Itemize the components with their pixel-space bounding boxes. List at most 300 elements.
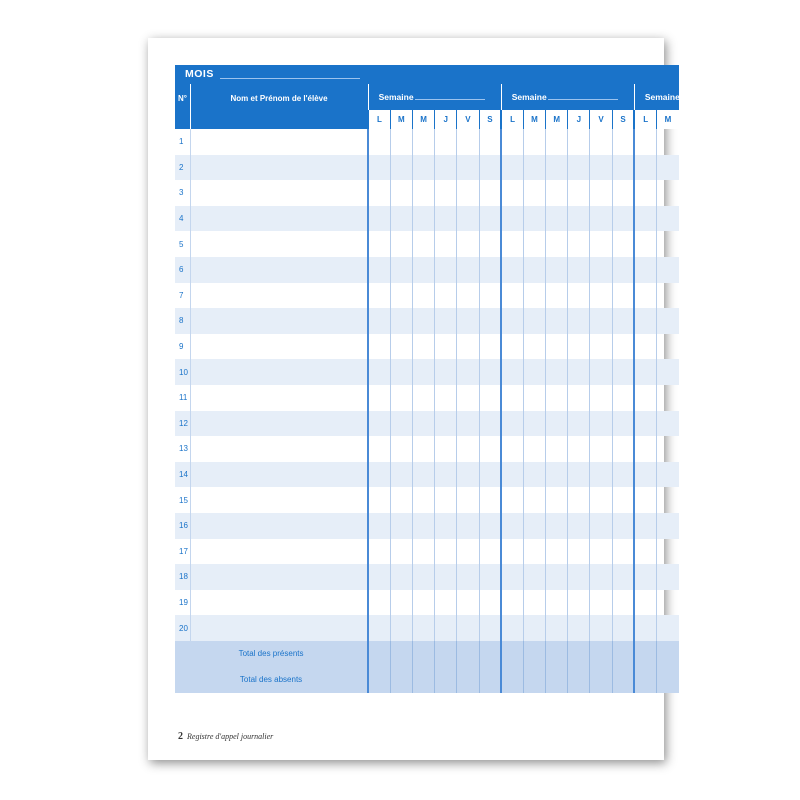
attendance-cell[interactable] — [457, 487, 479, 513]
attendance-cell[interactable] — [612, 257, 634, 283]
attendance-cell[interactable] — [634, 359, 656, 385]
attendance-cell[interactable] — [435, 487, 457, 513]
attendance-cell[interactable] — [479, 462, 501, 488]
attendance-cell[interactable] — [412, 513, 434, 539]
attendance-cell[interactable] — [368, 206, 390, 232]
attendance-cell[interactable] — [501, 590, 523, 616]
attendance-cell[interactable] — [657, 231, 679, 257]
attendance-cell[interactable] — [590, 590, 612, 616]
student-name-cell[interactable] — [190, 334, 368, 360]
attendance-cell[interactable] — [501, 436, 523, 462]
attendance-cell[interactable] — [546, 487, 568, 513]
attendance-cell[interactable] — [435, 615, 457, 641]
attendance-cell[interactable] — [390, 359, 412, 385]
attendance-cell[interactable] — [523, 155, 545, 181]
attendance-cell[interactable] — [457, 615, 479, 641]
attendance-cell[interactable] — [435, 231, 457, 257]
attendance-cell[interactable] — [479, 513, 501, 539]
attendance-cell[interactable] — [435, 359, 457, 385]
attendance-cell[interactable] — [435, 334, 457, 360]
attendance-cell[interactable] — [612, 359, 634, 385]
attendance-cell[interactable] — [523, 462, 545, 488]
attendance-cell[interactable] — [657, 155, 679, 181]
attendance-cell[interactable] — [568, 667, 590, 693]
attendance-cell[interactable] — [523, 180, 545, 206]
attendance-cell[interactable] — [568, 590, 590, 616]
attendance-cell[interactable] — [634, 539, 656, 565]
attendance-cell[interactable] — [568, 257, 590, 283]
attendance-cell[interactable] — [368, 155, 390, 181]
attendance-cell[interactable] — [390, 564, 412, 590]
attendance-cell[interactable] — [412, 359, 434, 385]
attendance-cell[interactable] — [634, 590, 656, 616]
attendance-cell[interactable] — [546, 308, 568, 334]
week-field-line[interactable] — [548, 99, 618, 100]
attendance-cell[interactable] — [412, 180, 434, 206]
attendance-cell[interactable] — [546, 385, 568, 411]
attendance-cell[interactable] — [435, 257, 457, 283]
attendance-cell[interactable] — [501, 308, 523, 334]
attendance-cell[interactable] — [568, 385, 590, 411]
attendance-cell[interactable] — [590, 206, 612, 232]
attendance-cell[interactable] — [590, 667, 612, 693]
attendance-cell[interactable] — [412, 334, 434, 360]
student-name-cell[interactable] — [190, 487, 368, 513]
attendance-cell[interactable] — [479, 487, 501, 513]
attendance-cell[interactable] — [523, 539, 545, 565]
attendance-cell[interactable] — [612, 615, 634, 641]
attendance-cell[interactable] — [523, 257, 545, 283]
attendance-cell[interactable] — [523, 590, 545, 616]
attendance-cell[interactable] — [634, 180, 656, 206]
attendance-cell[interactable] — [546, 641, 568, 667]
student-name-cell[interactable] — [190, 615, 368, 641]
attendance-cell[interactable] — [634, 513, 656, 539]
attendance-cell[interactable] — [435, 641, 457, 667]
attendance-cell[interactable] — [612, 462, 634, 488]
attendance-cell[interactable] — [412, 308, 434, 334]
attendance-cell[interactable] — [479, 180, 501, 206]
attendance-cell[interactable] — [435, 513, 457, 539]
attendance-cell[interactable] — [435, 411, 457, 437]
attendance-cell[interactable] — [412, 462, 434, 488]
attendance-cell[interactable] — [546, 564, 568, 590]
attendance-cell[interactable] — [657, 206, 679, 232]
attendance-cell[interactable] — [523, 231, 545, 257]
attendance-cell[interactable] — [368, 590, 390, 616]
attendance-cell[interactable] — [568, 436, 590, 462]
attendance-cell[interactable] — [590, 411, 612, 437]
student-name-cell[interactable] — [190, 308, 368, 334]
attendance-cell[interactable] — [523, 513, 545, 539]
attendance-cell[interactable] — [390, 462, 412, 488]
attendance-cell[interactable] — [479, 359, 501, 385]
attendance-cell[interactable] — [412, 590, 434, 616]
attendance-cell[interactable] — [568, 283, 590, 309]
attendance-cell[interactable] — [412, 385, 434, 411]
attendance-cell[interactable] — [501, 513, 523, 539]
attendance-cell[interactable] — [501, 206, 523, 232]
attendance-cell[interactable] — [546, 539, 568, 565]
attendance-cell[interactable] — [390, 155, 412, 181]
attendance-cell[interactable] — [501, 129, 523, 155]
attendance-cell[interactable] — [612, 155, 634, 181]
attendance-cell[interactable] — [568, 129, 590, 155]
attendance-cell[interactable] — [501, 257, 523, 283]
attendance-cell[interactable] — [479, 155, 501, 181]
attendance-cell[interactable] — [501, 334, 523, 360]
attendance-cell[interactable] — [634, 155, 656, 181]
attendance-cell[interactable] — [435, 155, 457, 181]
attendance-cell[interactable] — [435, 590, 457, 616]
attendance-cell[interactable] — [479, 564, 501, 590]
attendance-cell[interactable] — [479, 385, 501, 411]
attendance-cell[interactable] — [590, 180, 612, 206]
attendance-cell[interactable] — [457, 206, 479, 232]
attendance-cell[interactable] — [590, 385, 612, 411]
attendance-cell[interactable] — [479, 257, 501, 283]
attendance-cell[interactable] — [612, 334, 634, 360]
attendance-cell[interactable] — [546, 667, 568, 693]
attendance-cell[interactable] — [368, 283, 390, 309]
attendance-cell[interactable] — [457, 411, 479, 437]
attendance-cell[interactable] — [501, 385, 523, 411]
attendance-cell[interactable] — [523, 411, 545, 437]
attendance-cell[interactable] — [657, 283, 679, 309]
attendance-cell[interactable] — [501, 359, 523, 385]
attendance-cell[interactable] — [634, 641, 656, 667]
attendance-cell[interactable] — [501, 539, 523, 565]
attendance-cell[interactable] — [568, 308, 590, 334]
attendance-cell[interactable] — [479, 539, 501, 565]
attendance-cell[interactable] — [657, 411, 679, 437]
attendance-cell[interactable] — [657, 385, 679, 411]
student-name-cell[interactable] — [190, 436, 368, 462]
attendance-cell[interactable] — [479, 334, 501, 360]
attendance-cell[interactable] — [412, 129, 434, 155]
attendance-cell[interactable] — [457, 257, 479, 283]
attendance-cell[interactable] — [546, 462, 568, 488]
attendance-cell[interactable] — [501, 180, 523, 206]
attendance-cell[interactable] — [501, 231, 523, 257]
attendance-cell[interactable] — [368, 462, 390, 488]
attendance-cell[interactable] — [368, 129, 390, 155]
attendance-cell[interactable] — [612, 513, 634, 539]
attendance-cell[interactable] — [457, 641, 479, 667]
attendance-cell[interactable] — [590, 462, 612, 488]
attendance-cell[interactable] — [546, 411, 568, 437]
attendance-cell[interactable] — [568, 513, 590, 539]
attendance-cell[interactable] — [634, 283, 656, 309]
attendance-cell[interactable] — [368, 359, 390, 385]
attendance-cell[interactable] — [501, 283, 523, 309]
attendance-cell[interactable] — [368, 334, 390, 360]
student-name-cell[interactable] — [190, 513, 368, 539]
attendance-cell[interactable] — [457, 513, 479, 539]
attendance-cell[interactable] — [590, 231, 612, 257]
attendance-cell[interactable] — [412, 283, 434, 309]
attendance-cell[interactable] — [457, 155, 479, 181]
attendance-cell[interactable] — [523, 385, 545, 411]
attendance-cell[interactable] — [390, 513, 412, 539]
attendance-cell[interactable] — [479, 308, 501, 334]
attendance-cell[interactable] — [435, 539, 457, 565]
attendance-cell[interactable] — [657, 590, 679, 616]
week-field-line[interactable] — [415, 99, 485, 100]
attendance-cell[interactable] — [457, 283, 479, 309]
attendance-cell[interactable] — [612, 385, 634, 411]
attendance-cell[interactable] — [390, 257, 412, 283]
attendance-cell[interactable] — [368, 513, 390, 539]
attendance-cell[interactable] — [612, 590, 634, 616]
attendance-cell[interactable] — [390, 231, 412, 257]
attendance-cell[interactable] — [501, 487, 523, 513]
attendance-cell[interactable] — [568, 487, 590, 513]
attendance-cell[interactable] — [546, 436, 568, 462]
attendance-cell[interactable] — [435, 283, 457, 309]
student-name-cell[interactable] — [190, 462, 368, 488]
attendance-cell[interactable] — [390, 334, 412, 360]
attendance-cell[interactable] — [590, 257, 612, 283]
attendance-cell[interactable] — [457, 667, 479, 693]
attendance-cell[interactable] — [568, 155, 590, 181]
attendance-cell[interactable] — [435, 667, 457, 693]
attendance-cell[interactable] — [634, 231, 656, 257]
attendance-cell[interactable] — [457, 129, 479, 155]
attendance-cell[interactable] — [523, 667, 545, 693]
attendance-cell[interactable] — [412, 615, 434, 641]
student-name-cell[interactable] — [190, 206, 368, 232]
attendance-cell[interactable] — [546, 206, 568, 232]
attendance-cell[interactable] — [634, 129, 656, 155]
attendance-cell[interactable] — [657, 359, 679, 385]
attendance-cell[interactable] — [390, 308, 412, 334]
attendance-cell[interactable] — [523, 359, 545, 385]
attendance-cell[interactable] — [657, 641, 679, 667]
attendance-cell[interactable] — [523, 129, 545, 155]
attendance-cell[interactable] — [523, 206, 545, 232]
attendance-cell[interactable] — [390, 667, 412, 693]
attendance-cell[interactable] — [457, 231, 479, 257]
month-field-line[interactable] — [220, 78, 360, 79]
attendance-cell[interactable] — [435, 564, 457, 590]
attendance-cell[interactable] — [568, 359, 590, 385]
attendance-cell[interactable] — [568, 180, 590, 206]
attendance-cell[interactable] — [412, 206, 434, 232]
attendance-cell[interactable] — [590, 513, 612, 539]
attendance-cell[interactable] — [568, 615, 590, 641]
attendance-cell[interactable] — [368, 641, 390, 667]
attendance-cell[interactable] — [612, 436, 634, 462]
attendance-cell[interactable] — [412, 436, 434, 462]
attendance-cell[interactable] — [390, 206, 412, 232]
attendance-cell[interactable] — [590, 539, 612, 565]
attendance-cell[interactable] — [612, 667, 634, 693]
attendance-cell[interactable] — [479, 590, 501, 616]
attendance-cell[interactable] — [368, 385, 390, 411]
attendance-cell[interactable] — [612, 231, 634, 257]
attendance-cell[interactable] — [657, 129, 679, 155]
attendance-cell[interactable] — [479, 615, 501, 641]
attendance-cell[interactable] — [368, 308, 390, 334]
attendance-cell[interactable] — [390, 129, 412, 155]
attendance-cell[interactable] — [590, 436, 612, 462]
student-name-cell[interactable] — [190, 257, 368, 283]
attendance-cell[interactable] — [479, 231, 501, 257]
attendance-cell[interactable] — [412, 641, 434, 667]
attendance-cell[interactable] — [546, 231, 568, 257]
attendance-cell[interactable] — [634, 487, 656, 513]
attendance-cell[interactable] — [412, 257, 434, 283]
attendance-cell[interactable] — [612, 641, 634, 667]
attendance-cell[interactable] — [657, 539, 679, 565]
attendance-cell[interactable] — [479, 283, 501, 309]
attendance-cell[interactable] — [568, 641, 590, 667]
attendance-cell[interactable] — [568, 334, 590, 360]
attendance-cell[interactable] — [435, 308, 457, 334]
attendance-cell[interactable] — [634, 308, 656, 334]
attendance-cell[interactable] — [457, 564, 479, 590]
attendance-cell[interactable] — [657, 487, 679, 513]
attendance-cell[interactable] — [568, 564, 590, 590]
attendance-cell[interactable] — [368, 231, 390, 257]
attendance-cell[interactable] — [523, 615, 545, 641]
attendance-cell[interactable] — [634, 257, 656, 283]
attendance-cell[interactable] — [523, 436, 545, 462]
attendance-cell[interactable] — [457, 180, 479, 206]
attendance-cell[interactable] — [479, 641, 501, 667]
attendance-cell[interactable] — [546, 283, 568, 309]
attendance-cell[interactable] — [457, 590, 479, 616]
attendance-cell[interactable] — [501, 155, 523, 181]
attendance-cell[interactable] — [390, 539, 412, 565]
attendance-cell[interactable] — [435, 385, 457, 411]
attendance-cell[interactable] — [501, 564, 523, 590]
student-name-cell[interactable] — [190, 590, 368, 616]
attendance-cell[interactable] — [390, 487, 412, 513]
attendance-cell[interactable] — [368, 257, 390, 283]
attendance-cell[interactable] — [412, 667, 434, 693]
attendance-cell[interactable] — [546, 155, 568, 181]
attendance-cell[interactable] — [590, 283, 612, 309]
attendance-cell[interactable] — [457, 359, 479, 385]
attendance-cell[interactable] — [390, 436, 412, 462]
attendance-cell[interactable] — [657, 667, 679, 693]
attendance-cell[interactable] — [590, 155, 612, 181]
attendance-cell[interactable] — [657, 436, 679, 462]
attendance-cell[interactable] — [457, 539, 479, 565]
attendance-cell[interactable] — [523, 641, 545, 667]
attendance-cell[interactable] — [612, 564, 634, 590]
attendance-cell[interactable] — [390, 590, 412, 616]
attendance-cell[interactable] — [435, 129, 457, 155]
attendance-cell[interactable] — [368, 539, 390, 565]
attendance-cell[interactable] — [501, 411, 523, 437]
attendance-cell[interactable] — [412, 231, 434, 257]
attendance-cell[interactable] — [412, 155, 434, 181]
attendance-cell[interactable] — [368, 411, 390, 437]
attendance-cell[interactable] — [435, 462, 457, 488]
attendance-cell[interactable] — [590, 641, 612, 667]
attendance-cell[interactable] — [390, 411, 412, 437]
attendance-cell[interactable] — [612, 283, 634, 309]
attendance-cell[interactable] — [368, 564, 390, 590]
student-name-cell[interactable] — [190, 564, 368, 590]
attendance-cell[interactable] — [612, 411, 634, 437]
attendance-cell[interactable] — [634, 667, 656, 693]
attendance-cell[interactable] — [523, 487, 545, 513]
attendance-cell[interactable] — [568, 231, 590, 257]
attendance-cell[interactable] — [501, 667, 523, 693]
attendance-cell[interactable] — [412, 564, 434, 590]
attendance-cell[interactable] — [390, 180, 412, 206]
attendance-cell[interactable] — [612, 129, 634, 155]
attendance-cell[interactable] — [657, 615, 679, 641]
attendance-cell[interactable] — [501, 641, 523, 667]
attendance-cell[interactable] — [612, 539, 634, 565]
attendance-cell[interactable] — [590, 359, 612, 385]
attendance-cell[interactable] — [612, 206, 634, 232]
attendance-cell[interactable] — [590, 615, 612, 641]
attendance-cell[interactable] — [412, 487, 434, 513]
attendance-cell[interactable] — [568, 462, 590, 488]
attendance-cell[interactable] — [546, 334, 568, 360]
student-name-cell[interactable] — [190, 411, 368, 437]
attendance-cell[interactable] — [546, 180, 568, 206]
attendance-cell[interactable] — [368, 615, 390, 641]
attendance-cell[interactable] — [546, 257, 568, 283]
attendance-cell[interactable] — [501, 462, 523, 488]
attendance-cell[interactable] — [634, 462, 656, 488]
attendance-cell[interactable] — [479, 667, 501, 693]
attendance-cell[interactable] — [435, 206, 457, 232]
attendance-cell[interactable] — [457, 436, 479, 462]
attendance-cell[interactable] — [412, 539, 434, 565]
attendance-cell[interactable] — [590, 129, 612, 155]
attendance-cell[interactable] — [523, 564, 545, 590]
attendance-cell[interactable] — [634, 436, 656, 462]
attendance-cell[interactable] — [546, 615, 568, 641]
attendance-cell[interactable] — [368, 180, 390, 206]
attendance-cell[interactable] — [479, 411, 501, 437]
attendance-cell[interactable] — [368, 436, 390, 462]
attendance-cell[interactable] — [390, 615, 412, 641]
attendance-cell[interactable] — [657, 334, 679, 360]
attendance-cell[interactable] — [568, 206, 590, 232]
attendance-cell[interactable] — [634, 615, 656, 641]
attendance-cell[interactable] — [523, 308, 545, 334]
attendance-cell[interactable] — [457, 334, 479, 360]
student-name-cell[interactable] — [190, 129, 368, 155]
student-name-cell[interactable] — [190, 155, 368, 181]
attendance-cell[interactable] — [657, 257, 679, 283]
attendance-cell[interactable] — [523, 283, 545, 309]
attendance-cell[interactable] — [657, 180, 679, 206]
attendance-cell[interactable] — [390, 641, 412, 667]
attendance-cell[interactable] — [634, 411, 656, 437]
student-name-cell[interactable] — [190, 359, 368, 385]
attendance-cell[interactable] — [390, 283, 412, 309]
attendance-cell[interactable] — [435, 180, 457, 206]
attendance-cell[interactable] — [612, 308, 634, 334]
attendance-cell[interactable] — [479, 206, 501, 232]
attendance-cell[interactable] — [612, 487, 634, 513]
attendance-cell[interactable] — [546, 359, 568, 385]
attendance-cell[interactable] — [568, 411, 590, 437]
student-name-cell[interactable] — [190, 385, 368, 411]
attendance-cell[interactable] — [546, 129, 568, 155]
student-name-cell[interactable] — [190, 283, 368, 309]
